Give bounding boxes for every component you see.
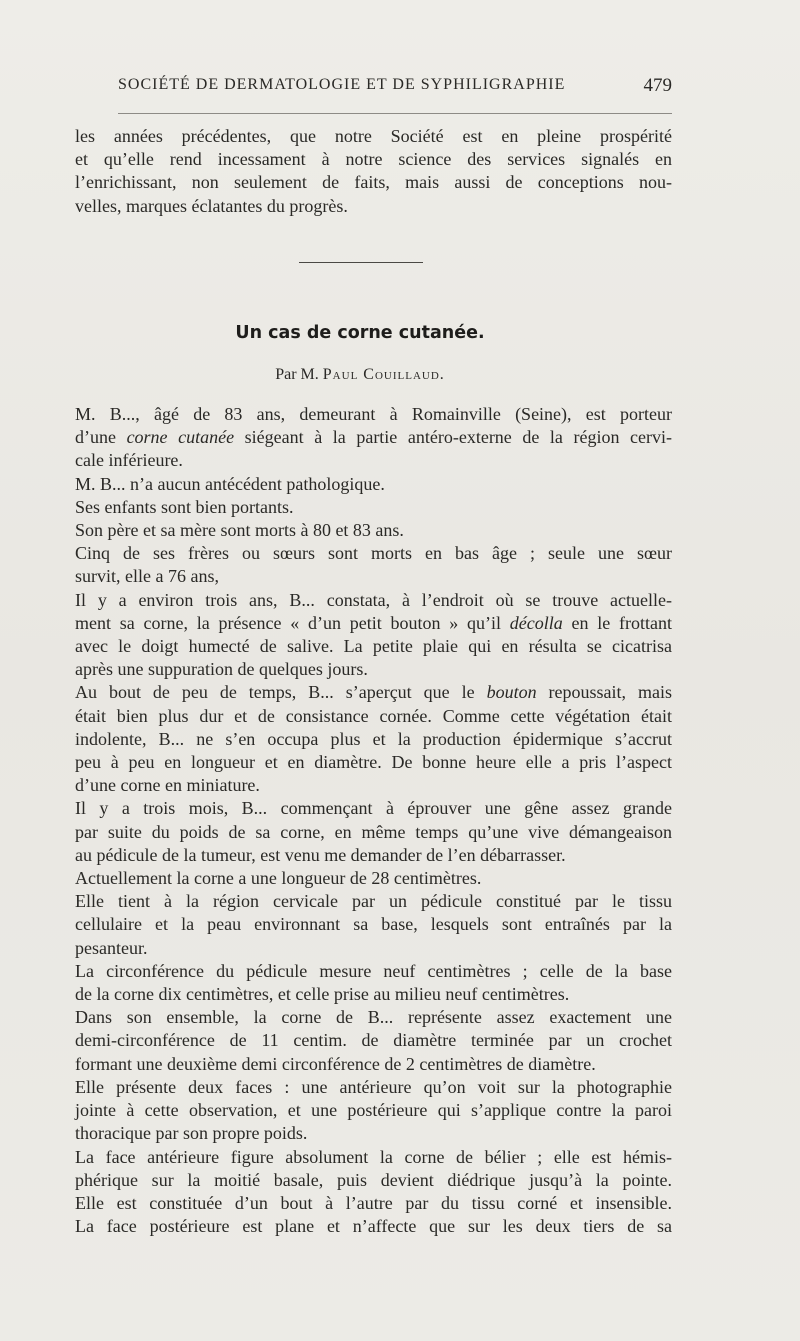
text-line: jointe à cette observation, et une postérieure qui s’applique contre la paroi	[75, 1100, 672, 1121]
text-line: cale inférieure.	[75, 450, 183, 471]
running-header	[118, 76, 672, 100]
text-line: La circonférence du pédicule mesure neuf centimètres ; celle de la base	[75, 960, 672, 981]
text-line: était bien plus dur et de consistance cornée. Comme cette végétation était	[75, 705, 672, 726]
text-line: Il y a trois mois, B... commençant à éprouver une gêne assez grande	[75, 798, 672, 819]
text-line: Dans son ensemble, la corne de B... représente assez exactement une	[75, 1007, 672, 1028]
text-line: Son père et sa mère sont morts à 80 et 83 ans.	[75, 520, 404, 541]
header-rule	[118, 113, 672, 114]
byline-prefix: Par M.	[275, 366, 319, 383]
text-line: par suite du poids de sa corne, en même temps qu’une vive démangeaison	[75, 821, 672, 842]
text-line: indolente, B... ne s’en occupa plus et la production épidermique s’accrut	[75, 728, 672, 749]
byline-author: Paul Couillaud.	[322, 366, 445, 383]
text-line: ment sa corne, la présence « d’un petit bouton » qu’il décolla en le frottant	[75, 612, 672, 633]
text-line: de la corne dix centimètres, et celle prise au milieu neuf centimètres.	[75, 984, 570, 1005]
emphasis: bouton	[486, 682, 537, 703]
emphasis: décolla	[509, 612, 563, 633]
text-line: d’une corne en miniature.	[75, 775, 260, 796]
text-line: M. B..., âgé de 83 ans, demeurant à Romainville (Seine), est porteur	[75, 404, 672, 424]
text-line: Actuellement la corne a une longueur de 28 centimètres.	[75, 868, 482, 889]
text-line: l’enrichissant, non seulement de faits, mais aussi de conceptions nou-	[75, 172, 672, 193]
text-line: cellulaire et la peau environnant sa base, lesquels sont entraînés par la	[75, 914, 672, 935]
text-line: phérique sur la moitié basale, puis devient diédrique jusqu’à la pointe.	[75, 1169, 672, 1190]
text-line: pesanteur.	[75, 937, 148, 958]
article-title: Un cas de corne cutanée.	[235, 323, 485, 343]
text-line: les années précédentes, que notre Société est en pleine prospérité	[75, 126, 672, 146]
page-number: 479	[643, 75, 672, 96]
text-line: velles, marques éclatantes du progrès.	[75, 195, 348, 216]
text-line: d’une corne cutanée siégeant à la partie antéro-externe de la région cervi-	[75, 427, 673, 448]
text-line: formant une deuxième demi circonférence de 2 centimètres de diamètre.	[75, 1053, 596, 1074]
text-line: Cinq de ses frères ou sœurs sont morts en bas âge ; seule une sœur	[75, 543, 672, 564]
text-line: et qu’elle rend incessament à notre science des services signalés en	[75, 149, 672, 170]
text-line: peu à peu en longueur et en diamètre. De bonne heure elle a pris l’aspect	[75, 752, 672, 773]
text-line: avec le doigt humecté de salive. La petite plaie qui en résulta se cicatrisa	[75, 636, 672, 657]
text-line: au pédicule de la tumeur, est venu me demander de l’en débarrasser.	[75, 844, 566, 865]
running-title: SOCIÉTÉ DE DERMATOLOGIE ET DE SYPHILIGRAPHIE	[118, 76, 566, 93]
text-line: Elle tient à la région cervicale par un pédicule constitué par le tissu	[75, 891, 672, 912]
text-line: Elle est constituée d’un bout à l’autre par du tissu corné et insensible.	[75, 1192, 672, 1213]
text-line: thoracique par son propre poids.	[75, 1123, 308, 1144]
text-line: La face antérieure figure absolument la corne de bélier ; elle est hémis-	[75, 1146, 672, 1167]
text-line: Elle présente deux faces : une antérieure qu’on voit sur la photographie	[75, 1076, 672, 1097]
text-line: après une suppuration de quelques jours.	[75, 659, 368, 680]
text-line: Ses enfants sont bien portants.	[75, 496, 294, 517]
text-line: Au bout de peu de temps, B... s’aperçut que le bouton repoussait, mais	[75, 682, 672, 703]
text-line: Il y a environ trois ans, B... constata, à l’endroit où se trouve actuelle-	[75, 589, 672, 610]
emphasis: corne cutanée	[126, 427, 235, 448]
text-line: La face postérieure est plane et n’affecte que sur les deux tiers de sa	[75, 1216, 672, 1237]
text-line: demi-circonférence de 11 centim. de diamètre terminée par un crochet	[75, 1030, 672, 1051]
byline	[0, 366, 720, 384]
text-line: survit, elle a 76 ans,	[75, 566, 219, 587]
article-body	[75, 403, 672, 1238]
intro-paragraph	[75, 125, 672, 218]
section-separator	[299, 262, 423, 263]
text-line: M. B... n’a aucun antécédent pathologique.	[75, 473, 385, 494]
